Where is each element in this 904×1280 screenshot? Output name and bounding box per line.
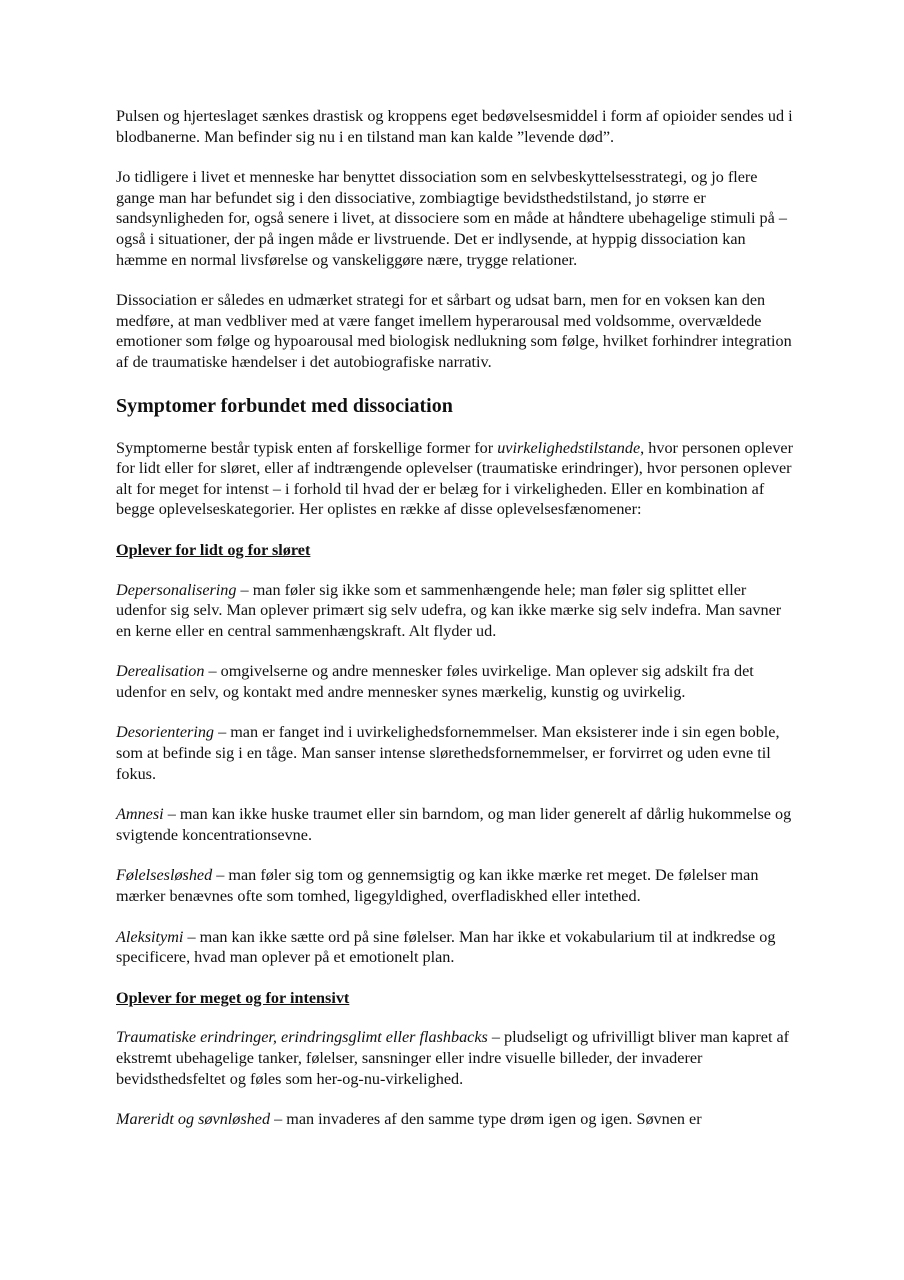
section-intro <box>116 438 796 520</box>
item-text: – man føler sig ikke som et sammenhængende hele; man føler sig splittet eller udenfor sig selv. Man oplever primært sig selv udefra, og kan ikke mærke sig selv indefra. Man savner en kerne eller en central sammenhængskraft. Alt flyder ud. <box>116 580 782 640</box>
subheading-group-1: Oplever for lidt og for sløret <box>116 540 311 559</box>
list-item <box>116 722 796 784</box>
item-text: – man kan ikke sætte ord på sine følelser. Man har ikke et vokabularium til at indkredse og specificere, hvad man oplever på et emotionelt plan. <box>116 927 776 967</box>
item-text: – man kan ikke huske traumet eller sin barndom, og man lider generelt af dårlig hukommelse og svigtende koncentrationsevne. <box>116 805 792 844</box>
item-text: – man invaderes af den samme type drøm igen og igen. Søvnen er <box>270 1110 702 1129</box>
item-term: Amnesi <box>116 805 164 824</box>
item-term: Følelsesløshed <box>116 866 213 885</box>
paragraph: Dissociation er således en udmærket strategi for et sårbart og udsat barn, men for en voksen kan den medføre, at man vedbliver med at være fanget imellem hyperarousal med voldsomme, overvældede emotioner som følge og hypoarousal med biologisk nedlukning som følge, hvilket forhindrer integration af de traumatiske hændelser i det autobiografiske narrativ. <box>116 291 792 371</box>
subheading-group-2: Oplever for meget og for intensivt <box>116 988 350 1007</box>
list-item <box>116 927 796 968</box>
intro-term: uvirkelighedstilstande <box>497 438 641 457</box>
item-term: Aleksitymi <box>116 927 184 946</box>
item-term: Derealisation <box>116 662 205 681</box>
item-text: – omgivelserne og andre mennesker føles uvirkelige. Man oplever sig adskilt fra det udenfor en selv, og kontakt med andre mennesker synes mærkelig, kunstig og uvirkelig. <box>116 662 754 701</box>
intro-text: Symptomerne består typisk enten af forskellige former for <box>116 438 498 457</box>
list-item <box>116 1027 796 1089</box>
list-item <box>116 865 796 906</box>
paragraph: Pulsen og hjerteslaget sænkes drastisk og kroppens eget bedøvelsesmiddel i form af opioider sendes ud i blodbanerne. Man befinder sig nu i en tilstand man kan kalde ”levende død”. <box>116 107 793 146</box>
list-item <box>116 1109 796 1130</box>
list-item <box>116 580 796 642</box>
item-term: Desorientering <box>116 723 215 742</box>
paragraph: Jo tidligere i livet et menneske har benyttet dissociation som en selvbeskyttelsesstrategi, og jo flere gange man har befundet sig i den dissociative, zombiagtige bevidsthedstilstand, jo større er sandsynligheden for, også senere i livet, at dissociere som en måde at håndtere ubehagelige stimuli på – også i situationer, der på ingen måde er livstruende. Det er indlysende, at hyppig dissociation kan hæmme en normal livsførelse og vanskeliggøre nære, trygge relationer. <box>116 168 787 269</box>
item-term: Traumatiske erindringer, erindringsglimt eller flashbacks <box>116 1028 488 1047</box>
intro-text: , hvor personen oplever for lidt eller for sløret, eller af indtrængende oplevelser (traumatiske erindringer), hvor personen oplever alt for meget for intenst – i forhold til hvad der er belæg for i virkeligheden. Eller en kombination af begge oplevelseskategorier. Her oplistes en række af disse oplevelsesfænomener: <box>116 438 794 519</box>
section-heading: Symptomer forbundet med dissociation <box>116 394 453 417</box>
item-text: – man er fanget ind i uvirkelighedsfornemmelser. Man eksisterer inde i sin egen boble, som at befinde sig i en tåge. Man sanser intense slørethedsfornemmelser, er forvirret og uden evne til fokus. <box>116 723 780 783</box>
item-text: – man føler sig tom og gennemsigtig og kan ikke mærke ret meget. De følelser man mærker benævnes ofte som tomhed, ligegyldighed, overfladiskhed eller intethed. <box>116 866 759 906</box>
list-item <box>116 804 796 845</box>
item-term: Depersonalisering <box>116 580 237 599</box>
item-term: Mareridt og søvnløshed <box>116 1110 271 1129</box>
document-page <box>116 106 796 1150</box>
list-item <box>116 661 796 702</box>
item-text: – pludseligt og ufrivilligt bliver man kapret af ekstremt ubehagelige tanker, følelser, sansninger eller indre visuelle billeder, der invaderer bevidsthedsfeltet og føles som her-og-nu-virkelighed. <box>116 1028 790 1088</box>
